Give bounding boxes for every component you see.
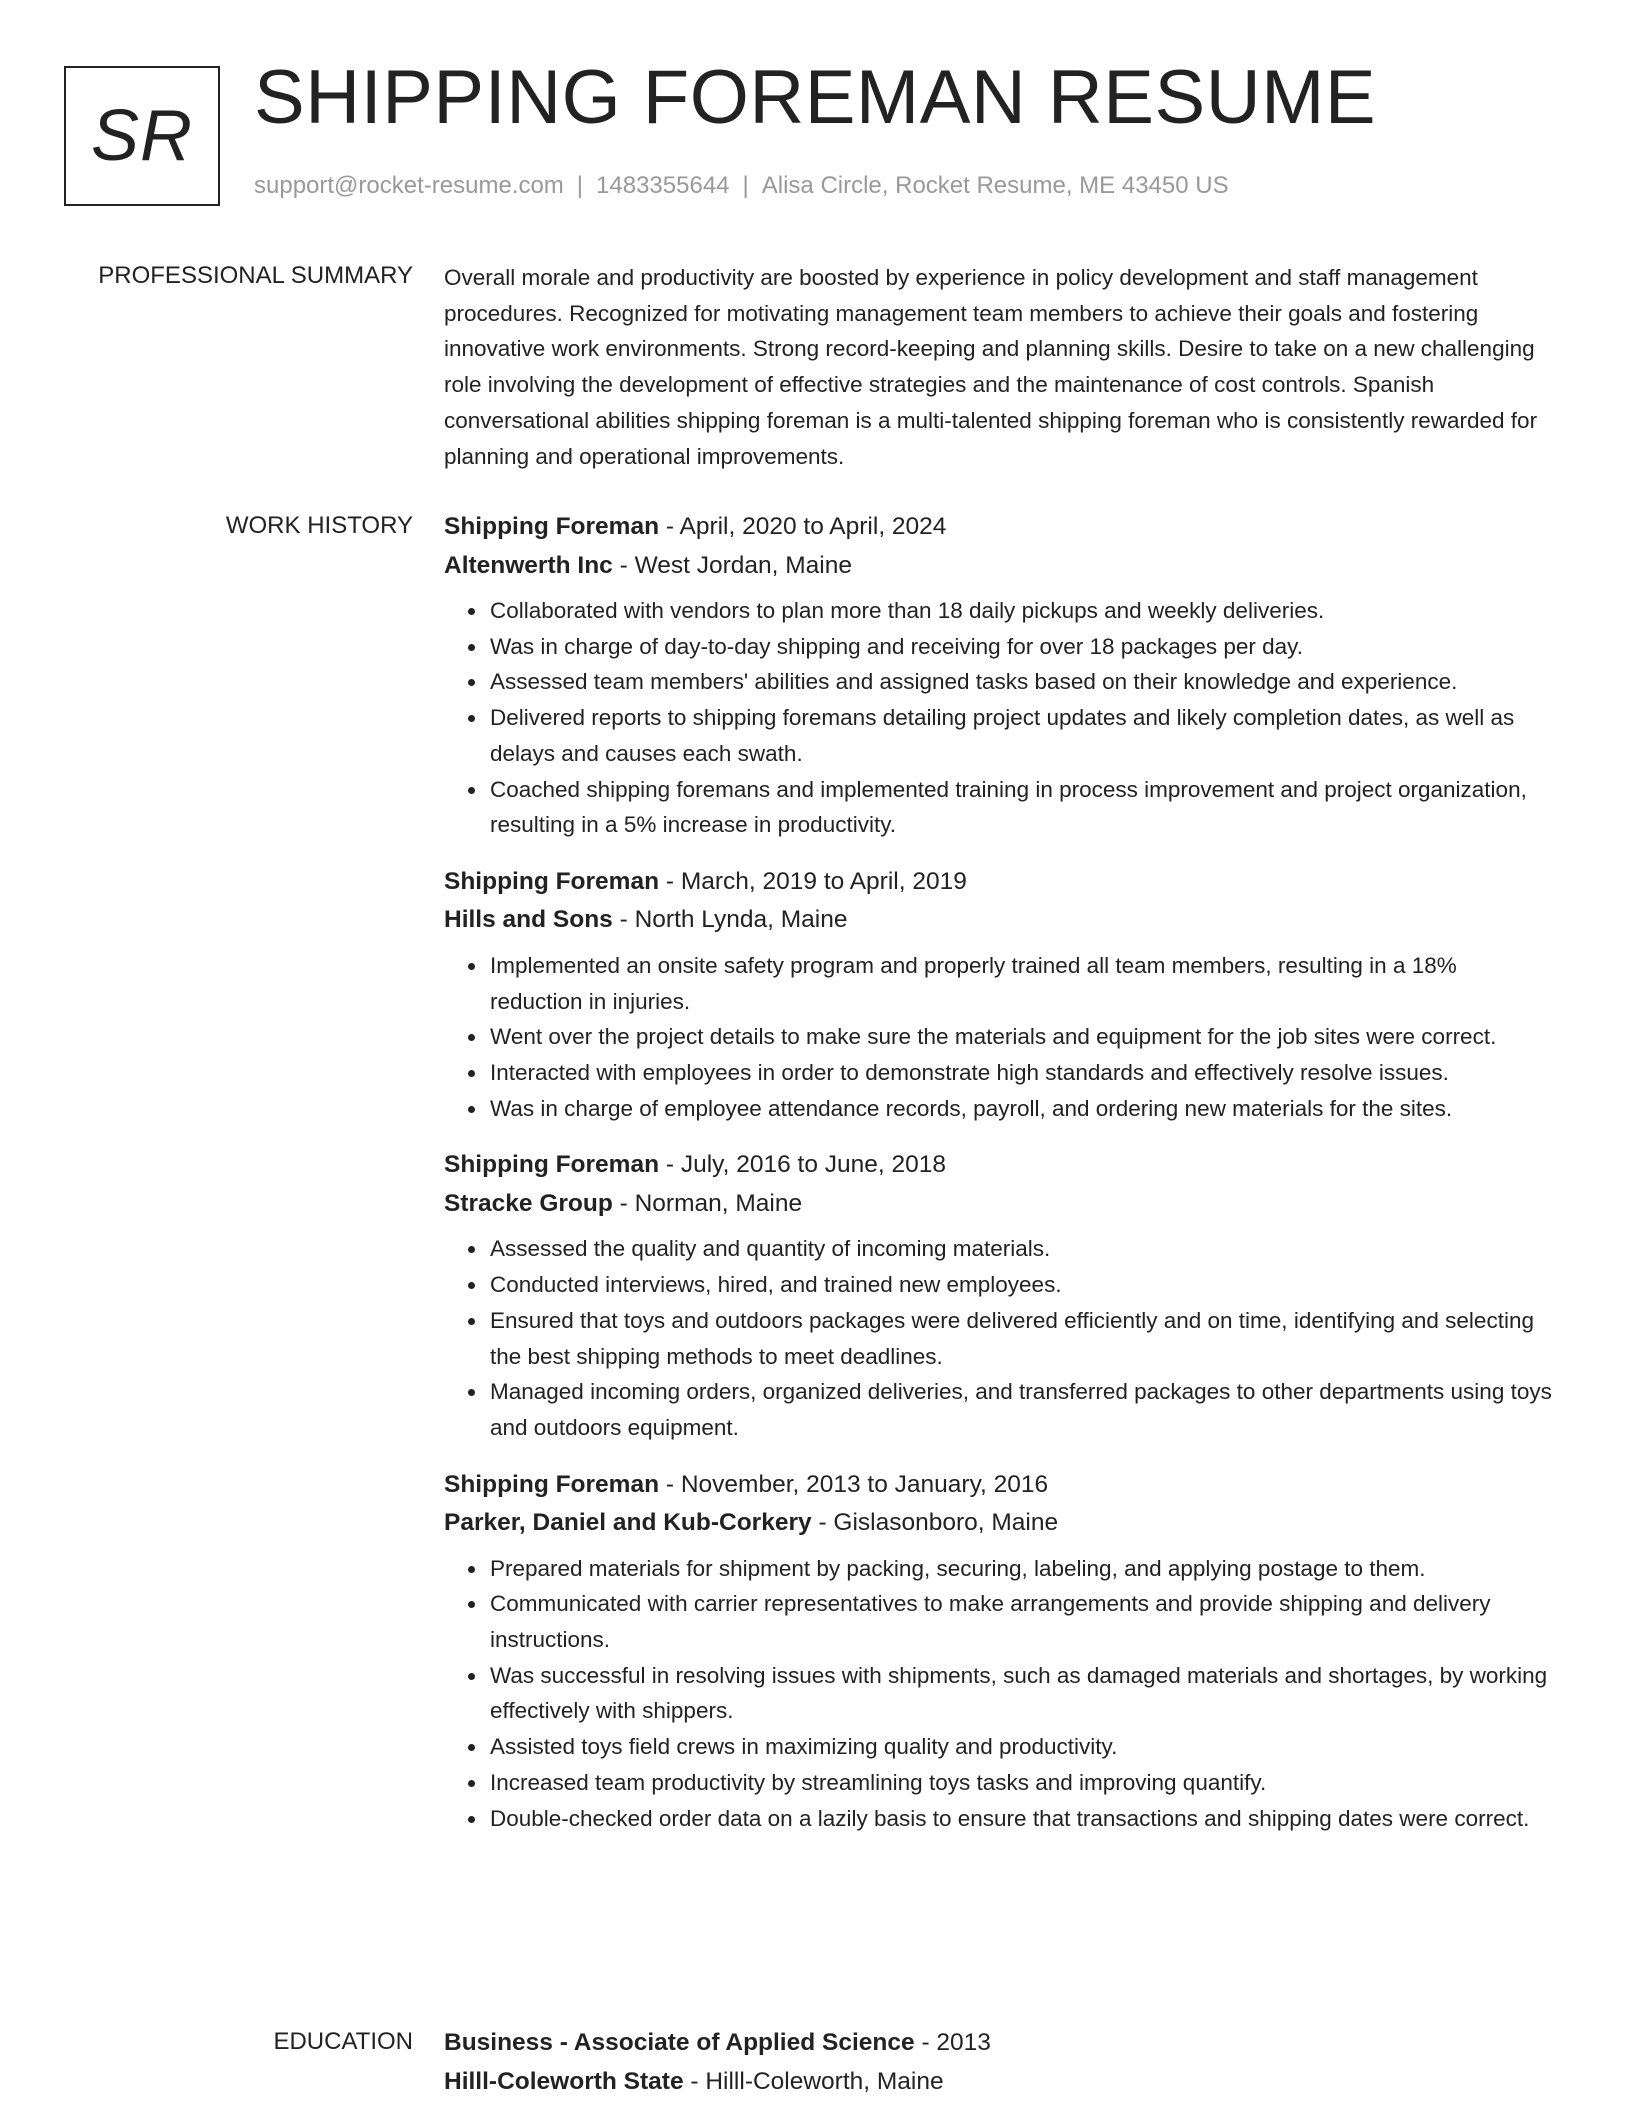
job-bullet: • Conducted interviews, hired, and trained new employees. bbox=[488, 1267, 1554, 1303]
job-bullet: • Ensured that toys and outdoors packages were delivered efficiently and on time, identifying and selecting the best shipping methods to meet deadlines. bbox=[488, 1303, 1554, 1374]
job-bullet: • Communicated with carrier representatives to make arrangements and provide shipping and delivery instructions. bbox=[488, 1586, 1554, 1657]
contact-separator: | bbox=[742, 172, 749, 199]
job-title: Shipping Foreman bbox=[444, 1470, 660, 1498]
education-location: - Hilll-Coleworth, Maine bbox=[683, 2067, 944, 2095]
job-location: - Norman, Maine bbox=[612, 1189, 803, 1217]
job-title: Shipping Foreman bbox=[444, 867, 660, 895]
job-company-line bbox=[444, 547, 1554, 586]
job-bullet: • Assisted toys field crews in maximizing quality and productivity. bbox=[488, 1729, 1554, 1765]
job-title-line bbox=[444, 1466, 1554, 1505]
job-bullet: • Implemented an onsite safety program and properly trained all team members, resulting in a 18% reduction in injuries. bbox=[488, 948, 1554, 1019]
job-bullet: • Went over the project details to make sure the materials and equipment for the job sites were correct. bbox=[488, 1019, 1554, 1055]
job-bullet: • Was in charge of day-to-day shipping and receiving for over 18 packages per day. bbox=[488, 629, 1554, 665]
job-company: Hills and Sons bbox=[444, 906, 613, 934]
job-location: - West Jordan, Maine bbox=[612, 551, 852, 579]
education-label: EDUCATION bbox=[273, 2028, 413, 2055]
job-company-line bbox=[444, 1185, 1554, 1224]
job-bullet: • Coached shipping foremans and implemented training in process improvement and project organization, resulting in a 5% increase in productivity. bbox=[488, 772, 1554, 843]
summary-label: PROFESSIONAL SUMMARY bbox=[98, 262, 413, 289]
job-bullets bbox=[444, 948, 1554, 1127]
monogram-text: SR bbox=[90, 96, 194, 176]
resume-title: SHIPPING FOREMAN RESUME bbox=[254, 55, 1377, 140]
summary-text: Overall morale and productivity are boosted by experience in policy development and staff management procedures. Recognized for motivating management team members to achieve their goals and fostering innovative work environments. Strong record-keeping and planning skills. Desire to take on a new challenging role involving the development of effective strategies and the maintenance of cost controls. Spanish conversational abilities shipping foreman is a multi-talented shipping foreman who is consistently rewarded for planning and operational improvements. bbox=[444, 265, 1538, 469]
education-degree-line bbox=[444, 2024, 1554, 2063]
contact-separator: | bbox=[576, 172, 584, 199]
job-title-line bbox=[444, 863, 1554, 902]
job-dates: - March, 2019 to April, 2019 bbox=[659, 867, 967, 895]
job-title-line bbox=[444, 508, 1554, 547]
job-entry bbox=[444, 863, 1554, 1127]
job-company: Stracke Group bbox=[444, 1189, 613, 1217]
job-bullet: • Was successful in resolving issues with shipments, such as damaged materials and shortages, by working effectively with shippers. bbox=[488, 1658, 1554, 1729]
job-bullet: • Managed incoming orders, organized deliveries, and transferred packages to other departments using toys and outdoors equipment. bbox=[488, 1374, 1554, 1445]
education-school-line bbox=[444, 2063, 1554, 2102]
job-dates: - November, 2013 to January, 2016 bbox=[659, 1470, 1049, 1498]
job-title: Shipping Foreman bbox=[444, 513, 660, 540]
job-bullet: • Collaborated with vendors to plan more than 18 daily pickups and weekly deliveries. bbox=[488, 593, 1554, 629]
job-company-line bbox=[444, 1504, 1554, 1543]
job-location: - North Lynda, Maine bbox=[612, 906, 848, 934]
job-bullet: • Prepared materials for shipment by packing, securing, labeling, and applying postage to them. bbox=[488, 1551, 1554, 1587]
work-history-label: WORK HISTORY bbox=[225, 512, 413, 539]
education-school: Hilll-Coleworth State bbox=[444, 2067, 684, 2095]
job-entry bbox=[444, 1466, 1554, 1837]
monogram-logo bbox=[64, 66, 220, 206]
job-company-line bbox=[444, 901, 1554, 940]
contact-address: Alisa Circle, Rocket Resume, ME 43450 US bbox=[761, 172, 1229, 199]
job-bullets bbox=[444, 593, 1554, 843]
job-dates: - April, 2020 to April, 2024 bbox=[659, 513, 947, 540]
job-company: Altenwerth Inc bbox=[444, 551, 613, 579]
job-bullet: • Assessed the quality and quantity of incoming materials. bbox=[488, 1231, 1554, 1267]
job-bullet: • Interacted with employees in order to demonstrate high standards and effectively resolve issues. bbox=[488, 1055, 1554, 1091]
job-bullet: • Was in charge of employee attendance records, payroll, and ordering new materials for the sites. bbox=[488, 1091, 1554, 1127]
job-bullets bbox=[444, 1551, 1554, 1837]
education-year: - 2013 bbox=[914, 2029, 991, 2056]
job-location: - Gislasonboro, Maine bbox=[811, 1509, 1059, 1537]
job-bullet: • Increased team productivity by streamlining toys tasks and improving quantify. bbox=[488, 1765, 1554, 1801]
contact-email: support@rocket-resume.com bbox=[254, 172, 564, 199]
education-degree: Business - Associate of Applied Science bbox=[444, 2029, 915, 2056]
contact-line bbox=[254, 172, 1229, 200]
contact-phone: 1483355644 bbox=[596, 172, 730, 199]
job-bullet: • Delivered reports to shipping foremans detailing project updates and likely completion dates, as well as delays and causes each swath. bbox=[488, 700, 1554, 771]
job-company: Parker, Daniel and Kub-Corkery bbox=[444, 1509, 812, 1537]
job-dates: - July, 2016 to June, 2018 bbox=[659, 1151, 946, 1179]
job-title: Shipping Foreman bbox=[444, 1151, 660, 1179]
job-entry bbox=[444, 1146, 1554, 1445]
job-entry bbox=[444, 508, 1554, 843]
job-title-line bbox=[444, 1146, 1554, 1185]
job-bullet: • Assessed team members' abilities and assigned tasks based on their knowledge and experience. bbox=[488, 664, 1554, 700]
job-bullet: • Double-checked order data on a lazily basis to ensure that transactions and shipping dates were correct. bbox=[488, 1801, 1554, 1837]
job-bullets bbox=[444, 1231, 1554, 1445]
